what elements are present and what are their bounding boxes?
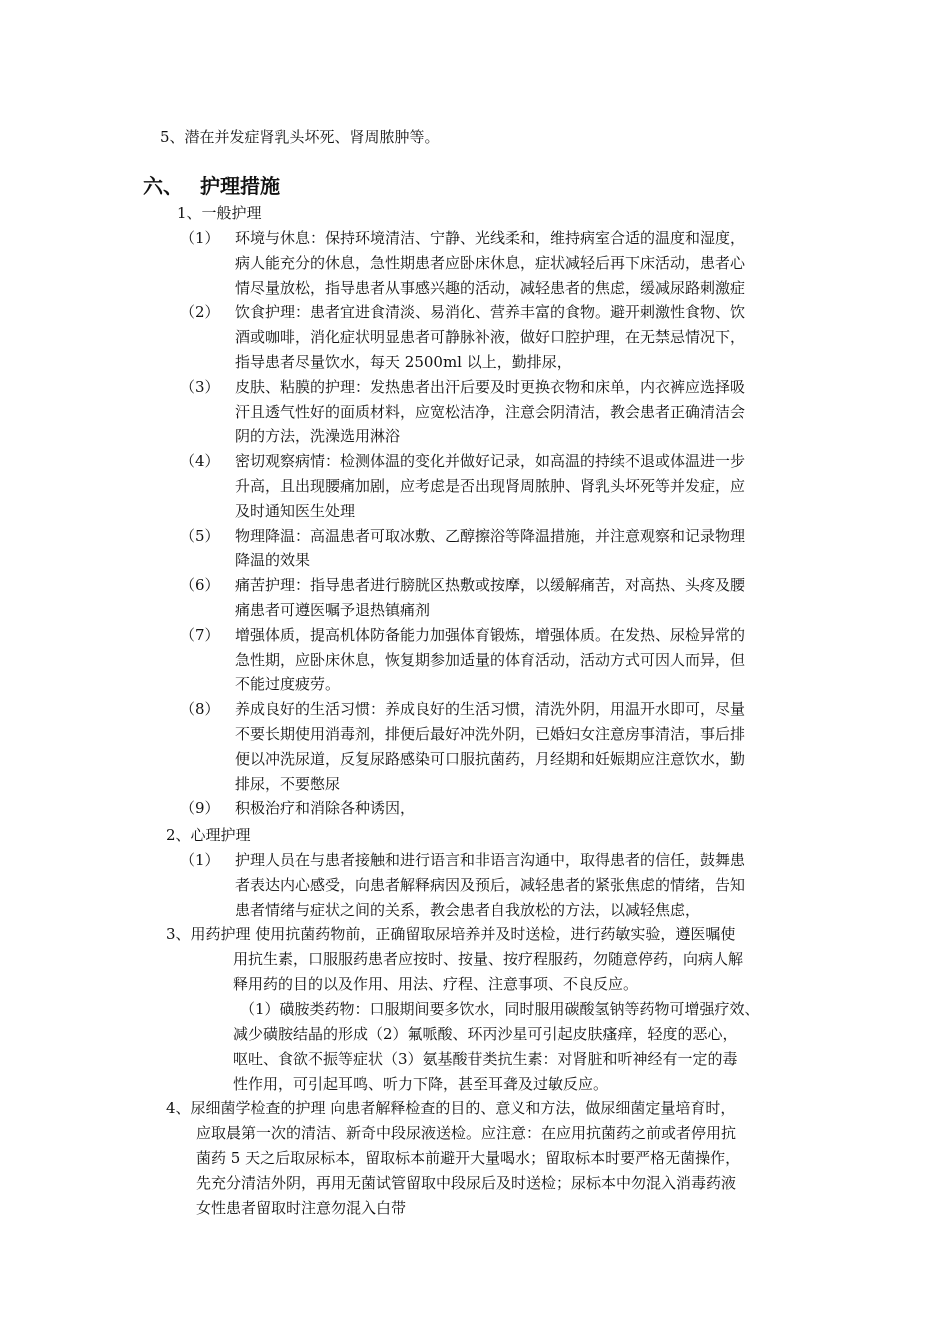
medication-sub-line: 呕吐、食欲不振等症状（3）氨基酸苷类抗生素：对肾脏和听神经有一定的毒 [233,1050,738,1068]
item-text-line: 及时通知医生处理 [235,501,356,520]
item-text-line: 皮肤、粘膜的护理：发热患者出汗后要及时更换衣物和床单，内衣裤应选择吸 [235,377,746,396]
item-text-line: 环境与休息：保持环境清洁、宁静、光线柔和，维持病室合适的温度和湿度， [235,229,746,247]
item-text-line: 增强体质，提高机体防备能力加强体育锻炼，增强体质。在发热、尿检异常的 [235,625,746,644]
item-text-line: 物理降温：高温患者可取冰敷、乙醇擦浴等降温措施，并注意观察和记录物理 [235,526,746,545]
medication-first-line: 3、用药护理 使用抗菌药物前，正确留取尿培养并及时送检，进行药敏实验，遵医嘱使 [166,925,736,943]
item-number: （7） [180,625,220,644]
urine-test-line: 女性患者留取时注意勿混入白带 [196,1199,407,1217]
complication-item-5: 5、潜在并发症肾乳头坏死、肾周脓肿等。 [160,128,440,146]
item-text-line: 养成良好的生活习惯：养成良好的生活习惯，清洗外阴，用温开水即可，尽量 [235,700,746,719]
medication-sub-line: 减少磺胺结晶的形成（2）氟哌酸、环丙沙星可引起皮肤瘙痒，轻度的恶心， [233,1025,738,1043]
item-text-line: 便以冲洗尿道，反复尿路感染可口服抗菌药，月经期和妊娠期应注意饮水，勤 [235,749,746,768]
item-text-line: 患者情绪与症状之间的关系，教会患者自我放松的方法，以减轻焦虑， [235,900,701,919]
item-number: （2） [180,303,220,322]
item-number: （6） [180,576,220,595]
item-number: （8） [180,700,220,719]
medication-line: 用抗生素，口服服药患者应按时、按量、按疗程服药，勿随意停药，向病人解 [233,950,744,968]
item-number: （4） [180,452,220,471]
item-text-line: 病人能充分的休息，急性期患者应卧床休息，症状减轻后再下床活动，患者心 [235,253,746,272]
section-title: 护理措施 [200,174,280,198]
medication-sub-first: （1）磺胺类药物：口服期间要多饮水，同时服用碳酸氢钠等药物可增强疗效、 [240,1000,760,1018]
item-text-line: 密切观察病情：检测体温的变化并做好记录，如高温的持续不退或体温进一步 [235,452,746,471]
item-text-line: 饮食护理：患者宜进食清淡、易消化、营养丰富的食物。避开刺激性食物、饮 [235,303,746,322]
item-number: （5） [180,526,220,545]
urine-test-first-line: 4、尿细菌学检查的护理 向患者解释检查的目的、意义和方法，做尿细菌定量培育时， [166,1099,736,1117]
item-number: （9） [180,799,220,818]
item-text-line: 降温的效果 [235,551,311,570]
item-text-line: 情尽量放松，指导患者从事感兴趣的活动，减轻患者的焦虑，缓减尿路刺激症 [235,278,746,297]
section-number: 六、 [143,174,183,198]
item-text-line: 汗且透气性好的面质材料，应宽松洁净，注意会阴清洁，教会患者正确清洁会 [235,402,746,421]
item-text-line: 升高，且出现腰痛加剧，应考虑是否出现肾周脓肿、肾乳头坏死等并发症，应 [235,477,746,495]
item-text-line: 护理人员在与患者接触和进行语言和非语言沟通中，取得患者的信任，鼓舞患 [235,851,746,869]
subsection-general-heading: 1、一般护理 [177,204,262,222]
medication-line: 释用药的目的以及作用、用法、疗程、注意事项、不良反应。 [233,975,639,993]
item-text-line: 不能过度疲劳。 [235,675,341,694]
item-text-line: 不要长期使用消毒剂，排便后最好冲洗外阴，已婚妇女注意房事清洁，事后排 [235,725,746,743]
subsection-psych-heading: 2、心理护理 [166,826,251,844]
item-text-line: 指导患者尽量饮水，每天 2500ml 以上，勤排尿， [235,353,572,371]
urine-test-line: 菌药 5 天之后取尿标本，留取标本前避开大量喝水；留取标本时要严格无菌操作， [196,1149,741,1167]
item-number: （3） [180,377,220,396]
item-text-line: 者表达内心感受，向患者解释病因及预后，减轻患者的紧张焦虑的情绪，告知 [235,875,746,894]
item-text-line: 酒或咖啡，消化症状明显患者可静脉补液，做好口腔护理，在无禁忌情况下， [235,328,746,347]
medication-sub-line: 性作用，可引起耳鸣、听力下降，甚至耳聋及过敏反应。 [233,1075,609,1093]
item-text-line: 阴的方法，洗澡选用淋浴 [235,427,401,446]
item-text-line: 痛苦护理：指导患者进行膀胱区热敷或按摩，以缓解痛苦，对高热、头疼及腰 [235,576,746,595]
urine-test-line: 应取晨第一次的清洁、新奇中段尿液送检。应注意：在应用抗菌药之前或者停用抗 [196,1124,737,1142]
item-text-line: 痛患者可遵医嘱予退热镇痛剂 [235,601,431,619]
item-text-line: 急性期，应卧床休息，恢复期参加适量的体育活动，活动方式可因人而异，但 [235,650,746,669]
item-number: （1） [180,229,220,247]
item-text-line: 排尿，不要憋尿 [235,774,341,793]
item-text-line: 积极治疗和消除各种诱因， [235,799,416,818]
item-number: （1） [180,851,220,869]
urine-test-line: 先充分清洁外阴，再用无菌试管留取中段尿后及时送检；尿标本中勿混入消毒药液 [196,1174,737,1192]
